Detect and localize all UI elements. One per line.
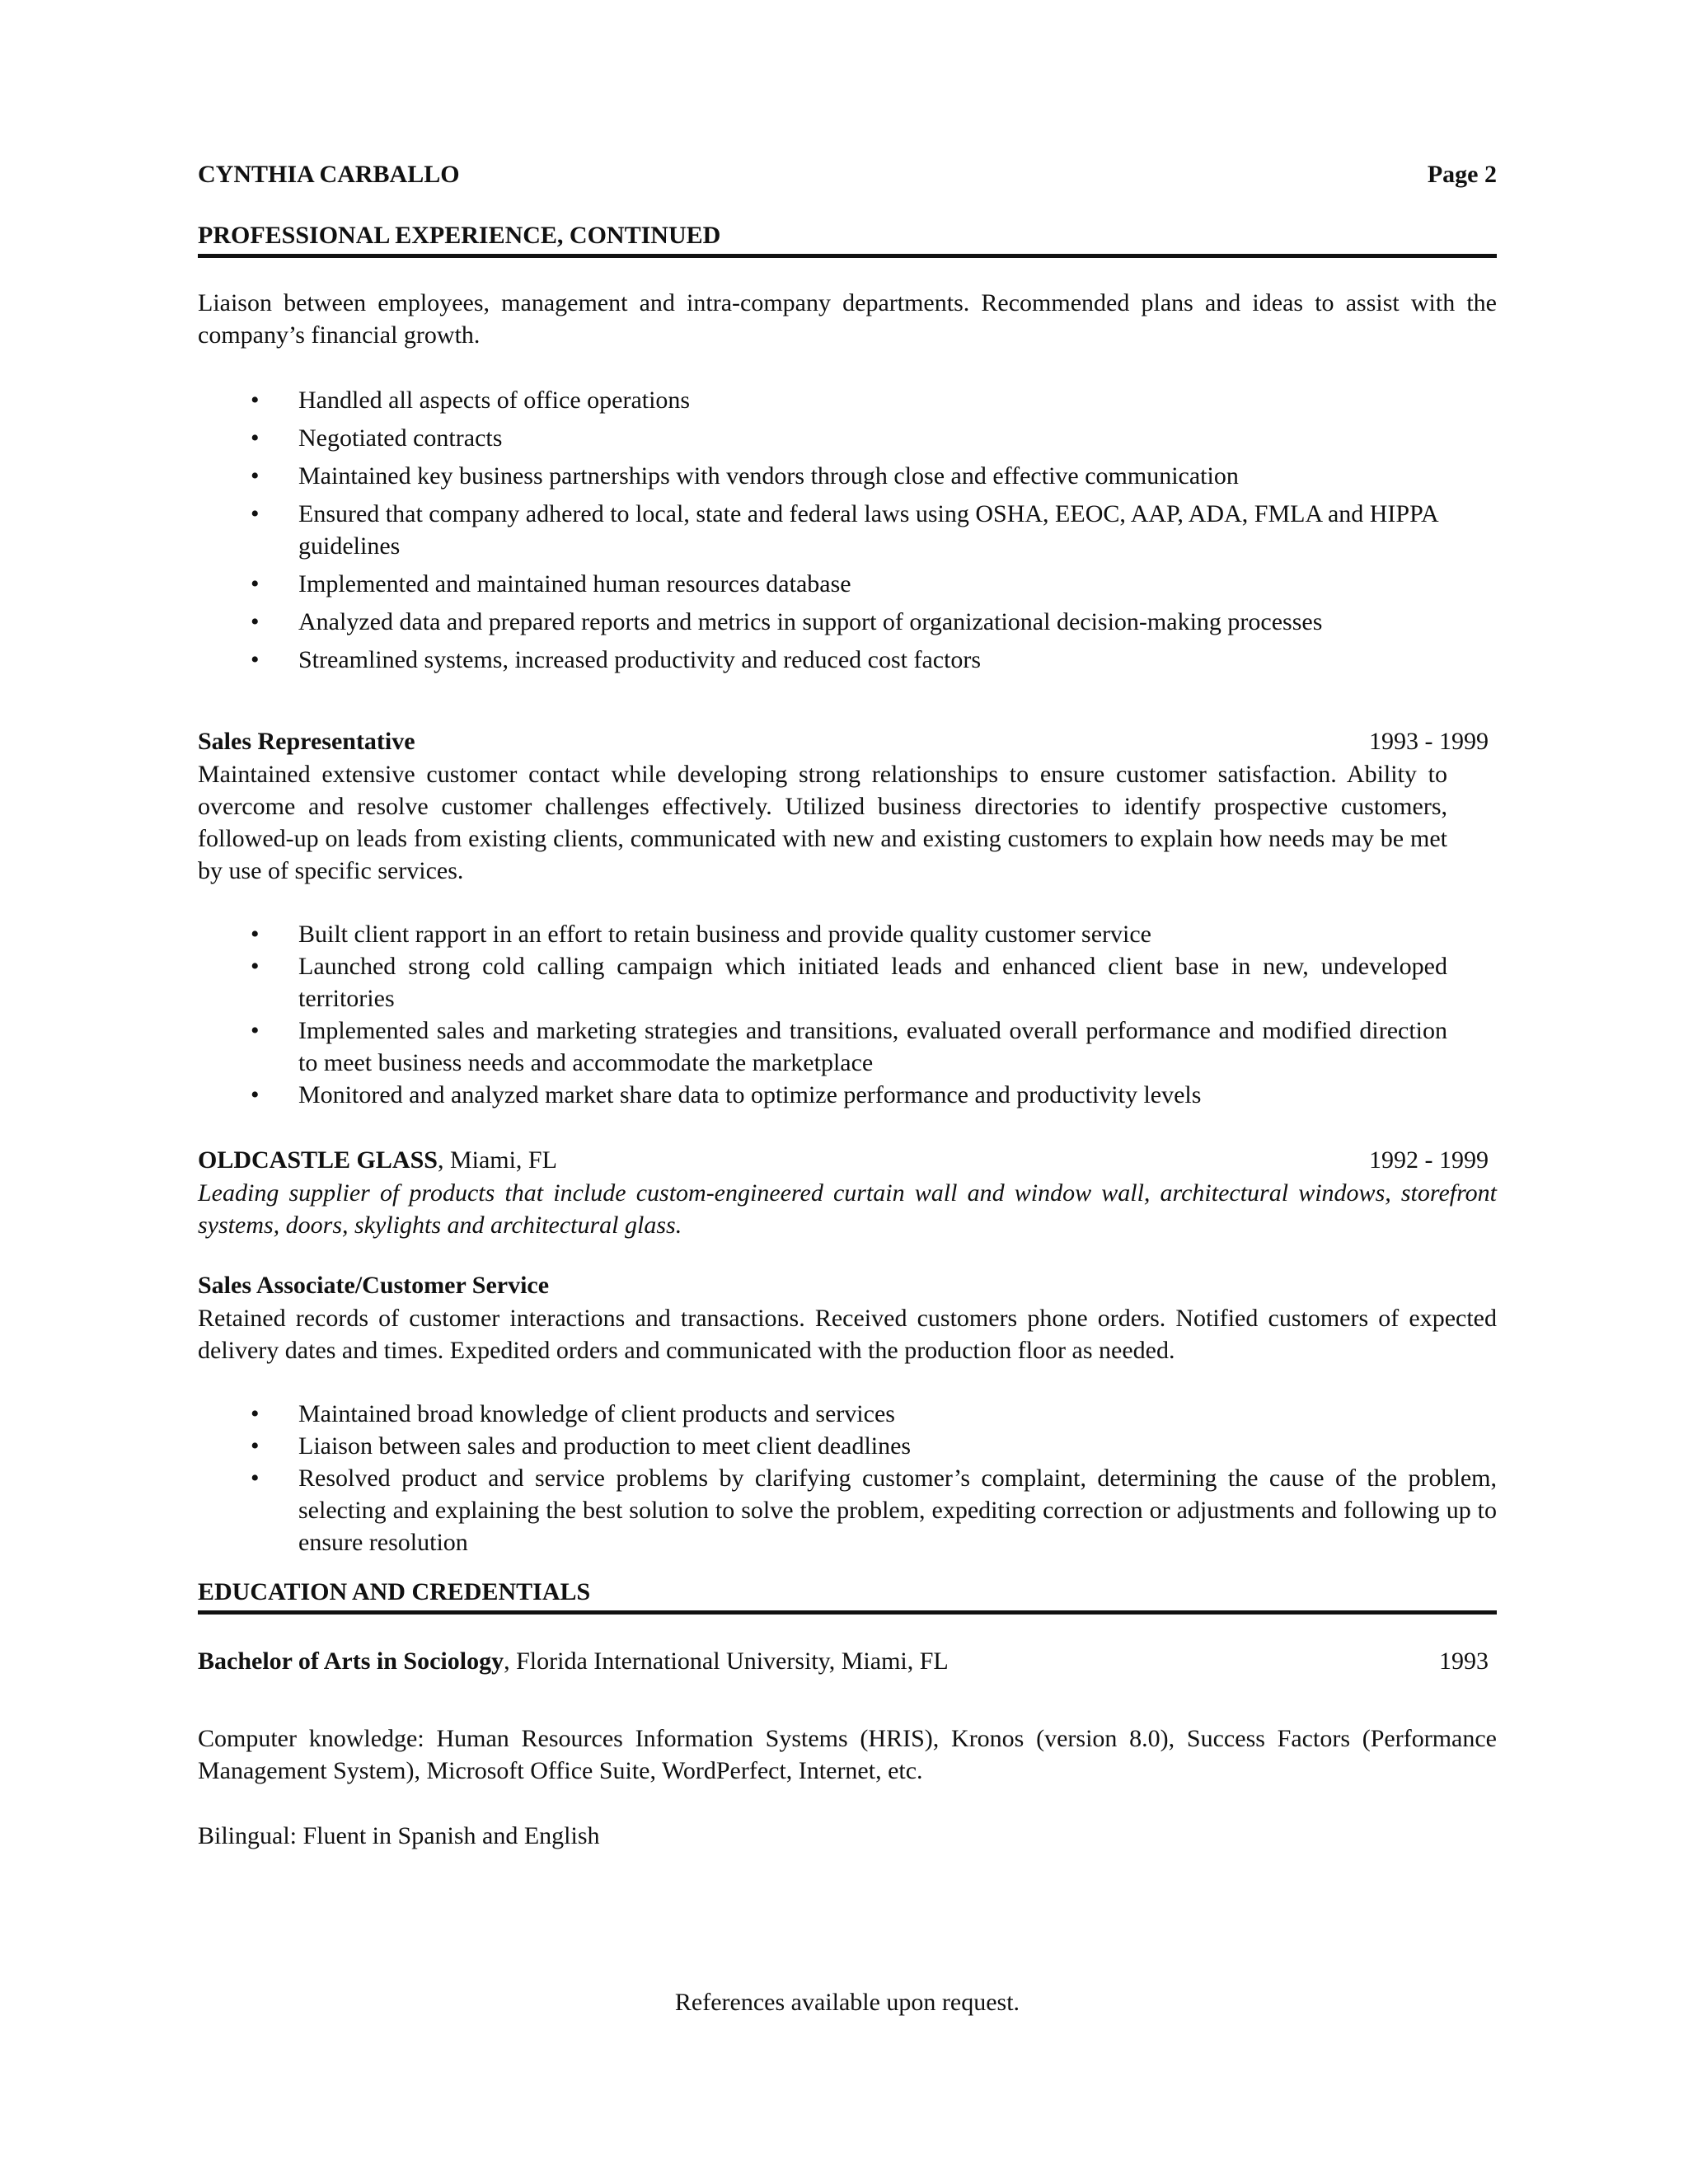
degree-year: 1993 [1439,1647,1489,1675]
job-description: Retained records of customer interactions and transactions. Received customers phone orders. Notified customers of expected delivery dates and times. Expedited orders and communicated with the production floor as needed. [198,1305,1497,1364]
page-number: Page 2 [1427,161,1497,188]
degree-school: , Florida International University, Miami, FL [504,1647,949,1675]
company-row [198,1144,1497,1177]
list-item: • Analyzed data and prepared reports and metrics in support of organizational decision-making processes [198,606,1497,638]
references-note: References available upon request. [674,1989,1020,2016]
list-item: • Ensured that company adhered to local, state and federal laws using OSHA, EEOC, AAP, ADA, FMLA and HIPPA guidelines [198,498,1497,562]
list-item: • Resolved product and service problems by clarifying customer’s complaint, determining the cause of the problem, selecting and explaining the best solution to solve the problem, expediting correction or adjustments and following up to ensure resolution [198,1462,1497,1558]
company-oldcastle [198,1144,1497,1241]
list-item: • Implemented sales and marketing strategies and transitions, evaluated overall performance and modified direction to meet business needs and accommodate the marketplace [198,1015,1447,1079]
company-tagline: Leading supplier of products that include custom-engineered curtain wall and window wall, architectural windows, storefront systems, doors, skylights and architectural glass. [198,1179,1497,1239]
experience-heading: PROFESSIONAL EXPERIENCE, CONTINUED [198,219,1497,258]
bilingual-block [198,1820,1497,1852]
bilingual: Bilingual: Fluent in Spanish and English [198,1822,600,1849]
intro-bullet-list [198,384,1497,676]
job-bullet-list [198,1398,1497,1558]
list-item: • Liaison between sales and production to meet client deadlines [198,1430,1497,1462]
experience-intro: Liaison between employees, management and intra-company departments. Recommended plans and ideas to assist with the company’s financial growth. [198,289,1497,349]
job-sales-representative [198,725,1497,1111]
computer-knowledge: Computer knowledge: Human Resources Information Systems (HRIS), Kronos (version 8.0), Success Factors (Performance Management System), Microsoft Office Suite, WordPerfect, Internet, etc. [198,1725,1497,1784]
list-item: • Maintained broad knowledge of client products and services [198,1398,1497,1430]
degree-block [198,1645,1497,1678]
company-dates: 1992 - 1999 [1369,1146,1489,1174]
company-location: , Miami, FL [437,1146,557,1174]
list-item: • Handled all aspects of office operations [198,384,1497,416]
list-item: • Maintained key business partnerships with vendors through close and effective communication [198,460,1497,492]
job-sales-associate [198,1269,1497,1558]
experience-intro-block [198,287,1497,351]
job-title-row [198,1269,1497,1302]
degree-title: Bachelor of Arts in Sociology [198,1647,504,1675]
degree-row [198,1645,1497,1678]
job-dates: 1993 - 1999 [1369,728,1489,755]
list-item: • Built client rapport in an effort to retain business and provide quality customer service [198,918,1447,950]
resume-page [198,0,1497,2184]
list-item: • Implemented and maintained human resources database [198,568,1497,600]
list-item: • Monitored and analyzed market share data to optimize performance and productivity levels [198,1079,1447,1111]
job-title-row [198,725,1497,758]
company-name-line [198,1144,557,1176]
intro-bullets-block [198,384,1497,682]
job-description: Maintained extensive customer contact while developing strong relationships to ensure customer satisfaction. Ability to overcome and resolve customer challenges effectively. Utilized business directories to identify prospective customers, followed-up on leads from existing clients, communicated with new and existing customers to explain how needs may be met by use of specific services. [198,761,1447,884]
candidate-name: CYNTHIA CARBALLO [198,161,460,188]
job-bullet-list [198,918,1497,1111]
education-heading: EDUCATION AND CREDENTIALS [198,1576,1497,1615]
degree-line [198,1645,949,1677]
list-item: • Launched strong cold calling campaign which initiated leads and enhanced client base in new, undeveloped territories [198,950,1447,1015]
computer-knowledge-block [198,1722,1497,1787]
job-title: Sales Representative [198,728,415,755]
job-title: Sales Associate/Customer Service [198,1272,550,1299]
list-item: • Streamlined systems, increased productivity and reduced cost factors [198,644,1497,676]
list-item: • Negotiated contracts [198,422,1497,454]
company-name: OLDCASTLE GLASS [198,1146,438,1174]
